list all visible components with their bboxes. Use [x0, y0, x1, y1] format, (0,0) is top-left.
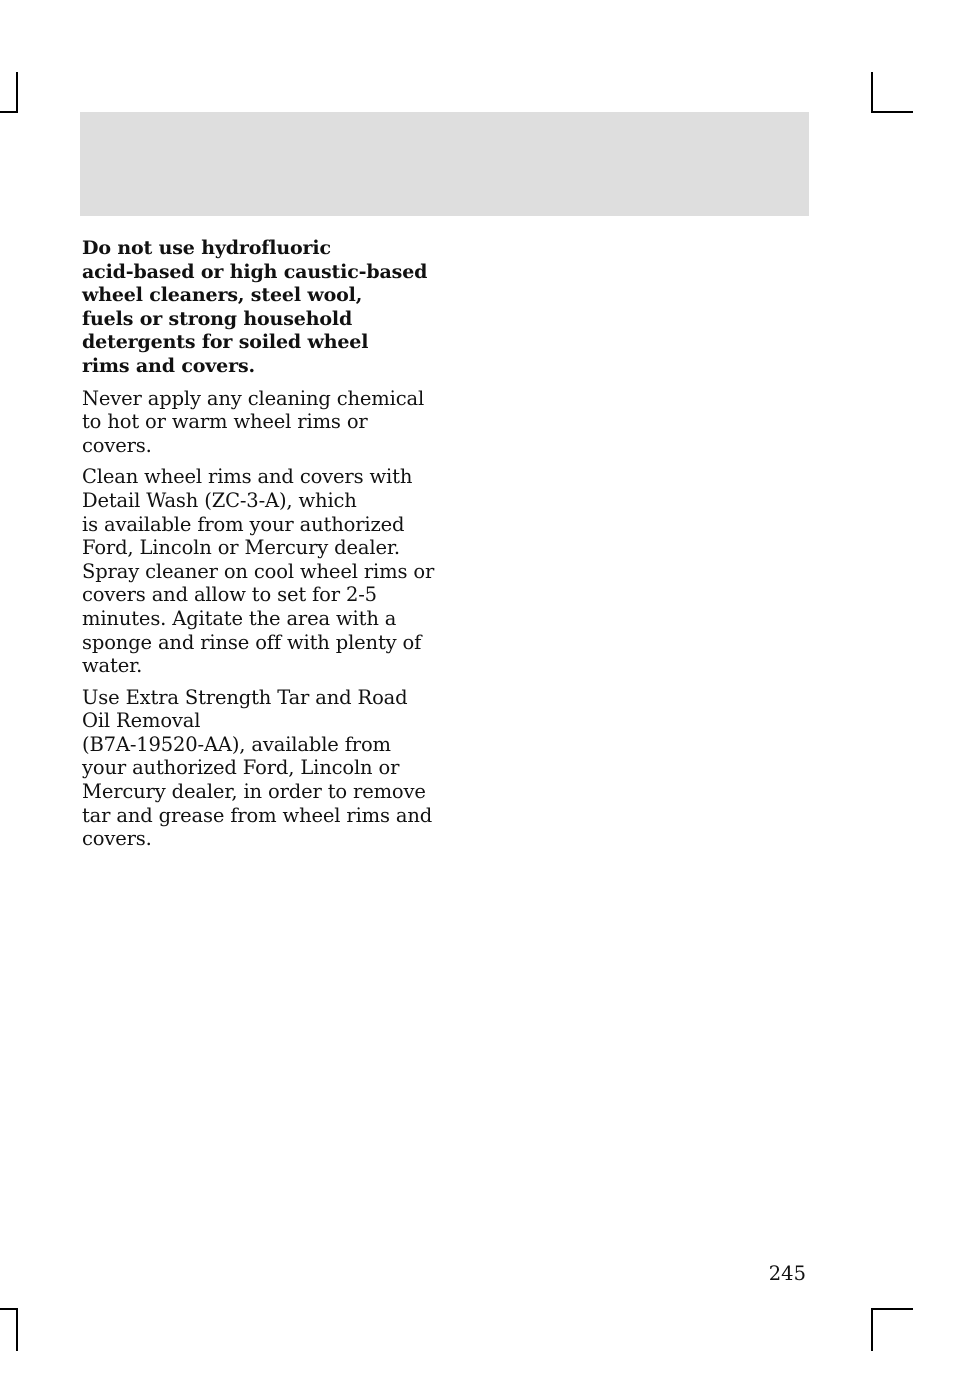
body-paragraph: Use Extra Strength Tar and Road Oil Removal (B7A-19520-AA), available from your authorized Ford, Lincoln or Mercury dealer, in order to remove tar and grease from wheel rims and covers. [82, 685, 433, 851]
crop-mark-bottom-left-vertical [16, 1308, 18, 1351]
body-paragraph: Clean wheel rims and covers with Detail Wash (ZC-3-A), which is available from your authorized Ford, Lincoln or Mercury dealer. Spray cleaner on cool wheel rims or covers and allow to set for 2-5 minutes. Agitate the area with a sponge and rinse off with plenty of water. [82, 465, 435, 678]
crop-mark-top-left-horizontal [0, 111, 18, 113]
crop-mark-top-left-vertical [16, 72, 18, 113]
body-text-column [82, 237, 438, 859]
section-header-band [80, 112, 809, 216]
crop-mark-top-right-vertical [871, 72, 873, 113]
page-number: 245 [768, 1262, 806, 1285]
body-paragraph: Never apply any cleaning chemical to hot or warm wheel rims or covers. [82, 386, 425, 457]
crop-mark-bottom-right-horizontal [871, 1308, 913, 1310]
crop-mark-bottom-right-vertical [871, 1308, 873, 1351]
warning-paragraph: Do not use hydrofluoric acid-based or high caustic-based wheel cleaners, steel wool, fuels or strong household detergents for soiled wheel rims and covers. [82, 237, 428, 377]
crop-mark-top-right-horizontal [871, 111, 913, 113]
